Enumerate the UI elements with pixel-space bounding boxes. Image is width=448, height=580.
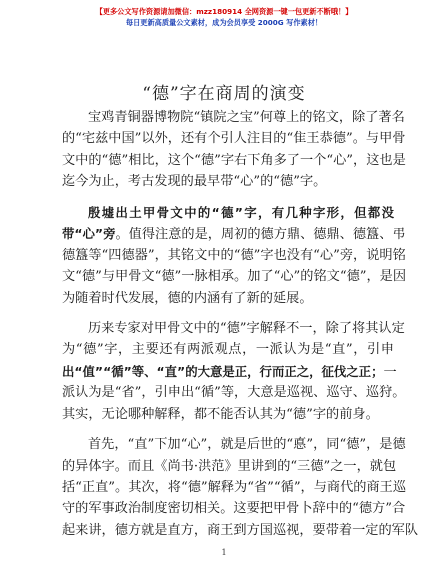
paragraph [62,202,407,309]
page-number: 1 [221,548,227,557]
text-line [62,520,419,541]
text-line [62,404,394,425]
bold-text: 带“心”旁 [62,226,116,242]
text-line [62,382,406,403]
regular-text: 迄今为止，考古发现的最早带“心”的“德”字。 [62,174,327,190]
regular-text: 括“正直”。其次，将“德”解释为“省”“循”，与商代的商王巡 [62,480,407,495]
regular-text: 守的军事政治制度密切相关。这要把甲骨卜辞中的“德方”合 [62,501,406,517]
document-body [62,107,419,541]
regular-text: 一 [383,364,397,380]
paragraph [62,107,406,193]
regular-text: 起来讲，德方就是直方，商王到方国巡视，要带着一定的军队 [62,522,419,538]
paragraph [62,318,406,425]
text-line [62,150,406,171]
text-line [62,339,394,360]
text-line [62,266,407,287]
regular-text: 为“德”字，主要还有两派观点，一派认为是“直”，引申 [62,342,394,358]
regular-text: 德簋等“四德器”，其铭文中的“德”字也没有“心”旁，说明铭 [62,247,406,263]
regular-text: 历来专家对甲骨文中的“德”字解释不一，除了将其认定 [88,320,405,336]
text-line [62,107,405,128]
text-line [62,171,394,192]
promo-line-2: 每日更新高质量公文素材，成为会员享受 2000G 写作素材！ [125,18,323,27]
text-line [62,202,394,223]
bold-text: 殷墟出土甲骨文中的“德”字，有几种字形，但都没 [88,204,394,220]
regular-text: 文中的“德”相比，这个“德”字右下角多了一个“心”，这也是 [62,152,406,168]
text-line [62,318,405,339]
regular-text: 的异体字。而且《尚书·洪范》里讲到的“三德”之一，就包 [62,458,397,474]
regular-text: 的“宅兹中国”以外，还有个引人注目的“隹王恭德”。与甲骨 [62,131,406,147]
regular-text: 文“德”与甲骨文“德”一脉相承。加了“心”的铭文“德”，是因 [62,269,407,285]
regular-text: 首先，“直”下加“心”，就是后世的“悳”，同“德”，是德 [88,437,406,453]
document-title: “德”字在商周的演变 [142,84,306,104]
regular-text: 。值得注意的是，周初的德方鼎、德鼎、德簋、弔 [115,227,406,243]
text-line [62,361,397,382]
bold-text: 出“值”“循”等、“直”的大意是正，行而正之，征伐之正； [62,363,384,379]
promo-line-1: 【更多公文写作资源请加微信：mzz180914 全网资源一键一包更新不断哦！】 [95,7,353,16]
text-line [62,477,407,498]
text-line [62,434,406,455]
text-line [62,223,406,244]
promo-banner [0,6,448,28]
regular-text: 其实，无论哪种解释，都不能否认其为“德”字的前身。 [62,406,379,422]
text-line [62,498,406,519]
text-line [62,456,397,477]
regular-text: 宝鸡青铜器博物院“镇院之宝”何尊上的铭文，除了著名 [88,110,405,125]
regular-text: 派认为是“省”，引申出“循”等，大意是巡视、巡守、巡狩。 [62,385,406,401]
paragraph [62,434,419,541]
text-line [62,288,394,309]
text-line [62,245,406,266]
regular-text: 为随着时代发展，德的内涵有了新的延展。 [62,290,313,306]
text-line [62,128,406,149]
